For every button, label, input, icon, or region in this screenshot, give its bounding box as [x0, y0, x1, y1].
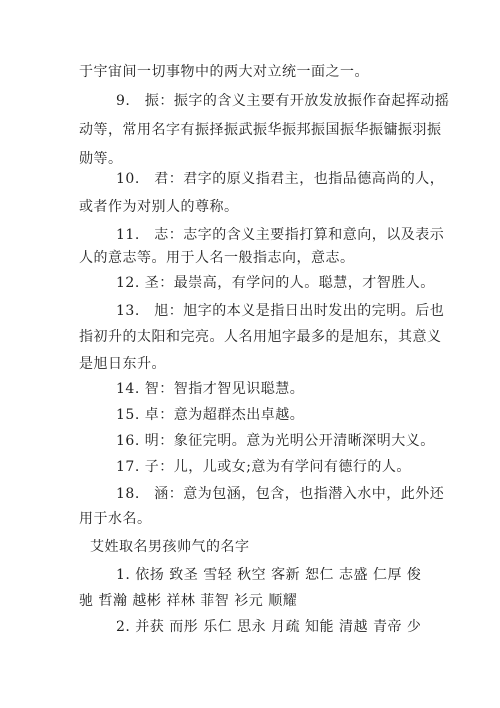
text-line: 于宇宙间一切事物中的两大对立统一面之一。: [79, 64, 369, 80]
list-item-14: 14. 智：智指才智见识聪慧。: [116, 381, 305, 397]
list-item-15: 15. 卓：意为超群杰出卓越。: [116, 407, 305, 423]
list-item-13: 13. 旭：旭字的本义是指日出时发出的完明。后也: [116, 303, 445, 319]
name-list-1: 1. 依扬 致圣 雪轻 秋空 客新 恕仁 志盛 仁厚 俊: [116, 567, 422, 583]
text-line: 用于水名。: [79, 511, 152, 527]
list-item-10: 10. 君：君字的原义指君主，也指品德高尚的人，: [116, 171, 445, 187]
list-item-17: 17. 子：儿，儿或女;意为有学问有德行的人。: [116, 459, 411, 475]
list-item-11: 11. 志：志字的含义主要指打算和意向，以及表示: [116, 227, 445, 243]
text-line: 指初升的太阳和完亮。人名用旭字最多的是旭东，其意义: [79, 329, 442, 345]
list-item-12: 12. 圣：最崇高，有学问的人。聪慧，才智胜人。: [116, 275, 435, 291]
section-heading: 艾姓取名男孩帅气的名字: [90, 539, 250, 555]
text-line: 勋等。: [79, 151, 123, 167]
text-line: 人的意志等。用于人名一般指志向，意志。: [79, 250, 355, 266]
name-list-2: 2. 并获 而彤 乐仁 思永 月疏 知能 清越 青帝 少: [116, 619, 422, 635]
list-item-18: 18. 涵：意为包涵，包含，也指潜入水中，此外还: [116, 486, 445, 502]
text-line: 是旭日东升。: [79, 356, 166, 372]
text-line: 动等，常用名字有振择振武振华振邦振国振华振镛振羽振: [79, 122, 442, 138]
list-item-9: 9. 振：振字的含义主要有开放发放振作奋起挥动摇: [116, 93, 450, 109]
text-line: 或者作为对别人的尊称。: [79, 199, 239, 215]
text-line: 驰 哲瀚 越彬 祥林 菲智 衫元 顺耀: [79, 593, 298, 609]
list-item-16: 16. 明：象征完明。意为光明公开清晰深明大义。: [116, 433, 435, 449]
